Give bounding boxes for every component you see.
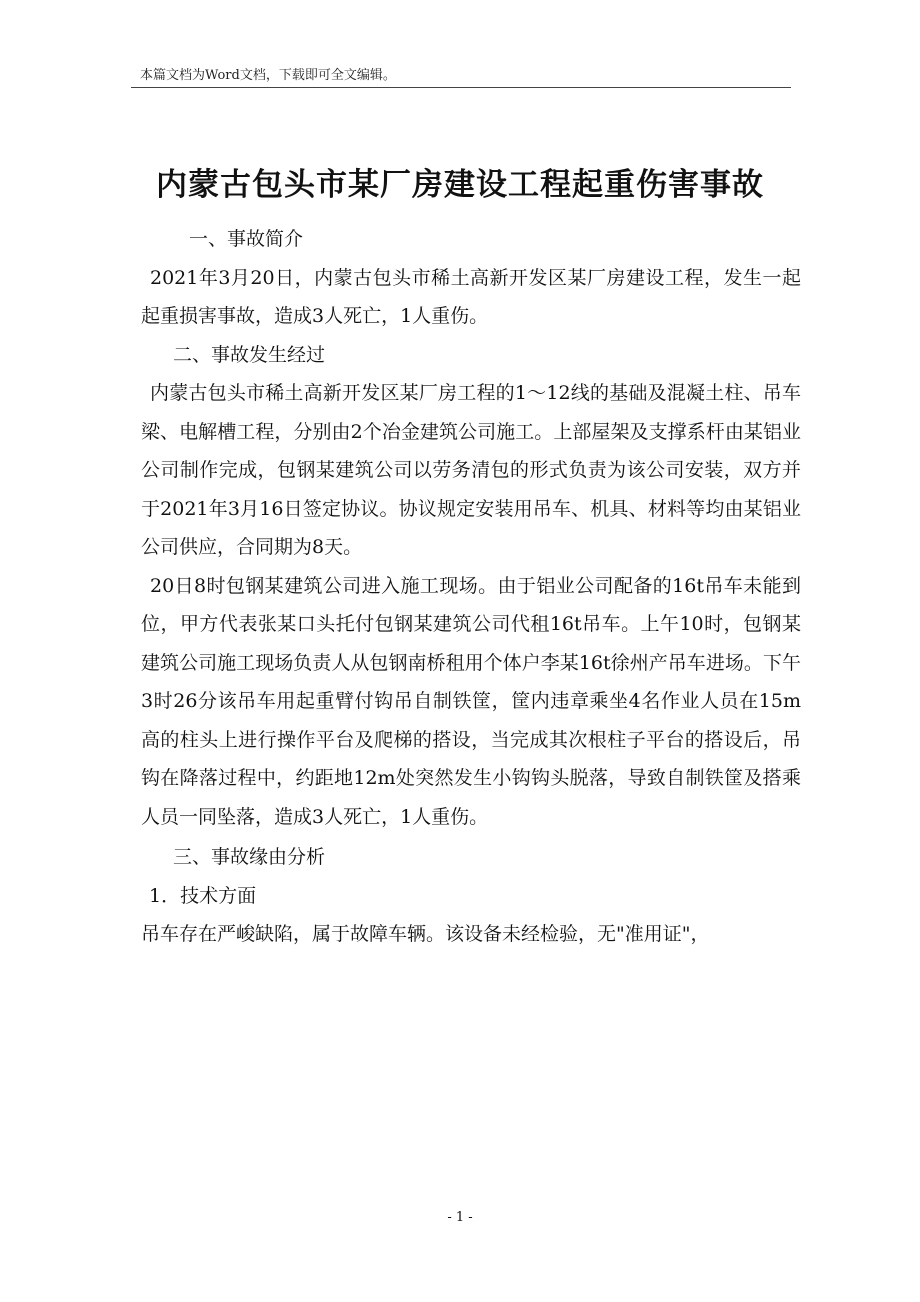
header-note: 本篇文档为Word文档，下载即可全文编辑。 xyxy=(140,68,396,83)
subheading-technical: 1．技术方面 xyxy=(149,884,257,907)
paragraph-process-1: 内蒙古包头市稀土高新开发区某厂房工程的1～12线的基础及混凝土柱、吊车梁、电解槽工程，分别由2个冶金建筑公司施工。上部屋架及支撑系杆由某铝业公司制作完成，包钢某建筑公司以劳务清包的形式负责为该公司安装，双方并于2021年3月16日签定协议。协议规定安装用吊车、机具、材料等均由某铝业公司供应，合同期为8天。 xyxy=(141,382,801,558)
paragraph-process-2: 20日8时包钢某建筑公司进入施工现场。由于铝业公司配备的16t吊车未能到位，甲方代表张某口头托付包钢某建筑公司代租16t吊车。上午10时，包钢某建筑公司施工现场负责人从包钢南桥租用个体户李某16t徐州产吊车进场。下午3时26分该吊车用起重臂付钩吊自制铁筐，筐内违章乘坐4名作业人员在15m高的柱头上进行操作平台及爬梯的搭设，当完成其次根柱子平台的搭设后，吊钩在降落过程中，约距地12m处突然发生小钩钩头脱落，导致自制铁筐及搭乘人员一同坠落，造成3人死亡，1人重伤。 xyxy=(141,574,801,828)
paragraph-intro: 2021年3月20日，内蒙古包头市稀土高新开发区某厂房建设工程，发生一起起重损害事故，造成3人死亡，1人重伤。 xyxy=(141,266,801,327)
paragraph-technical: 吊车存在严峻缺陷，属于故障车辆。该设备未经检验，无"准用证"， xyxy=(141,923,710,945)
section-heading-analysis: 三、事故缘由分析 xyxy=(173,846,326,868)
document-title: 内蒙古包头市某厂房建设工程起重伤害事故 xyxy=(156,166,764,203)
document-body xyxy=(141,220,801,954)
section-heading-process: 二、事故发生经过 xyxy=(173,343,326,366)
page-number: - 1 - xyxy=(447,1210,473,1225)
section-heading-intro: 一、事故简介 xyxy=(189,228,304,250)
header-rule xyxy=(131,87,791,88)
